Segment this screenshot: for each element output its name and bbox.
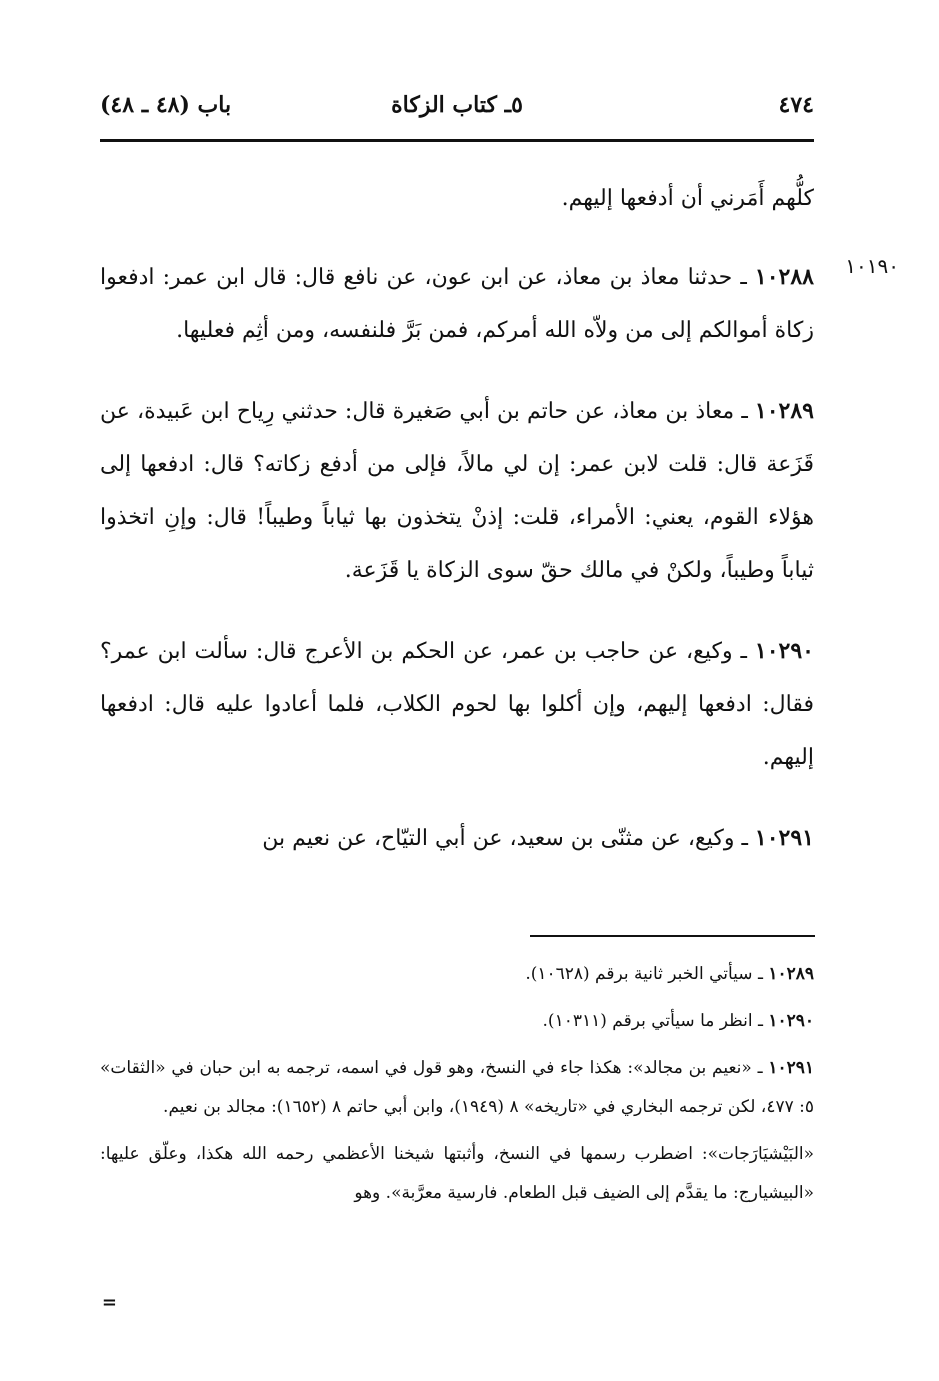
hadith-text: ـ وكيع، عن حاجب بن عمر، عن الحكم بن الأعرج قال: سألت ابن عمر؟ فقال: ادفعها إليهم، وإن أكلوا بها لحوم الكلاب، فلما أعادوا عليه قال: ادفعها إليهم. bbox=[100, 639, 814, 770]
footnote-text: ـ سيأتي الخبر ثانية برقم (١٠٦٢٨). bbox=[525, 964, 769, 984]
hadith-text: ـ معاذ بن معاذ، عن حاتم بن أبي صَغيرة قال: حدثني رِياح ابن عَبيدة، عن قَزَعة قال: قلت لابن عمر: إن لي مالاً، فإلى من أدفع زكاته؟ قال: ادفعها إلى هؤلاء القوم، يعني: الأمراء، قلت: إذنْ يتخذون بها ثياباً وطيباً! قال: وإنِ اتخذوا ثياباً وطيباً، ولكنْ في مالك حقّ سوى الزكاة يا قَزَعة. bbox=[100, 399, 814, 583]
footnote-10289 bbox=[100, 955, 814, 994]
page-number: ٤٧٤ bbox=[778, 92, 814, 118]
footnote-text: «البَيْشيَارَجات»: اضطرب رسمها في النسخ، وأثبتها شيخنا الأعظمي رحمه الله هكذا، وعلّق عليها: «البيشيارج: ما يقدَّم إلى الضيف قبل الطعام. فارسية معرَّبة». وهو bbox=[100, 1144, 814, 1203]
footnote-number: ١٠٢٨٩ bbox=[768, 964, 814, 984]
page-header bbox=[100, 92, 814, 132]
hadith-10288 bbox=[100, 251, 814, 357]
footnote-number: ١٠٢٩١ bbox=[768, 1058, 814, 1078]
hadith-number: ١٠٢٩١ bbox=[754, 825, 814, 851]
footnote-10290 bbox=[100, 1002, 814, 1041]
hadith-number: ١٠٢٩٠ bbox=[754, 638, 814, 664]
hadith-10289 bbox=[100, 385, 814, 597]
hadith-number: ١٠٢٨٩ bbox=[754, 398, 814, 424]
header-rule bbox=[100, 139, 814, 142]
footnote-text: ـ «نعيم بن مجالد»: هكذا جاء في النسخ، وهو قول في اسمه، ترجمه به ابن حبان في «الثقات» ٥: ٤٧٧، لكن ترجمه البخاري في «تاريخه» ٨ (١٩٤٩)، وابن أبي حاتم ٨ (١٦٥٢): مجالد بن نعيم. bbox=[100, 1058, 814, 1117]
main-text bbox=[100, 172, 814, 893]
footnote-10291 bbox=[100, 1049, 814, 1127]
chapter-reference: باب (٤٨ ـ ٤٨) bbox=[100, 92, 232, 118]
continued-mark: = bbox=[101, 1292, 117, 1313]
margin-hadith-number: ١٠١٩٠ bbox=[845, 254, 899, 278]
hadith-text: ـ وكيع، عن مثنّى بن سعيد، عن أبي التيّاح، عن نعيم بن bbox=[262, 826, 755, 851]
hadith-text: ـ حدثنا معاذ بن معاذ، عن ابن عون، عن نافع قال: قال ابن عمر: ادفعوا زكاة أموالكم إلى من ولاّه الله أمركم، فمن بَرَّ فلنفسه، ومن أثِم فعليها. bbox=[100, 265, 814, 343]
hadith-number: ١٠٢٨٨ bbox=[754, 264, 814, 290]
hadith-10291 bbox=[100, 812, 814, 865]
footnotes bbox=[100, 955, 814, 1221]
footnote-separator bbox=[530, 935, 815, 937]
hadith-10290 bbox=[100, 625, 814, 784]
book-title: ٥ـ كتاب الزكاة bbox=[391, 92, 523, 118]
footnote-bishyarijat bbox=[100, 1135, 814, 1213]
footnote-number: ١٠٢٩٠ bbox=[768, 1011, 814, 1031]
footnote-text: ـ انظر ما سيأتي برقم (١٠٣١١). bbox=[542, 1011, 769, 1031]
intro-line: كلُّهم أَمَرني أن أدفعها إليهم. bbox=[561, 186, 814, 211]
